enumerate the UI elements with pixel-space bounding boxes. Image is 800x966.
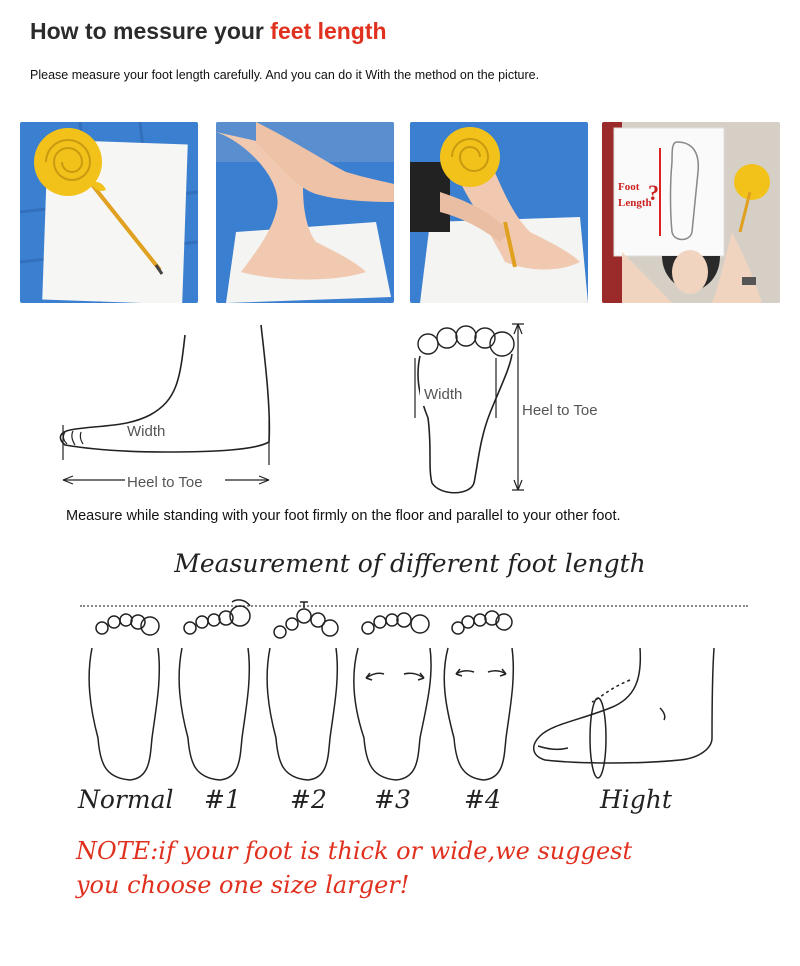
foot-type-1 xyxy=(179,600,250,780)
photo-step-measure-outline xyxy=(602,122,780,303)
title-accent: feet length xyxy=(270,18,387,44)
label-type-1: #1 xyxy=(204,785,241,814)
size-note xyxy=(76,834,716,902)
side-heel-to-toe-label: Heel to Toe xyxy=(127,474,203,491)
foot-type-3 xyxy=(354,613,431,780)
title-prefix: How to messure your xyxy=(30,18,271,44)
size-note-line-2: you choose one size larger! xyxy=(76,871,410,899)
question-mark-icon: ? xyxy=(648,180,659,205)
sole-heel-to-toe-label: Heel to Toe xyxy=(522,402,598,419)
foot-types-illustration xyxy=(0,598,800,798)
sole-width-label: Width xyxy=(424,386,463,403)
page-title xyxy=(30,18,387,45)
photo-step-tracing-foot xyxy=(410,122,588,303)
label-type-4: #4 xyxy=(464,785,501,814)
label-type-2: #2 xyxy=(290,785,327,814)
foot-normal xyxy=(89,614,159,780)
label-normal: Normal xyxy=(78,785,174,814)
foot-types-title: Measurement of different foot length xyxy=(174,549,646,578)
foot-type-4 xyxy=(444,611,513,780)
label-type-3: #3 xyxy=(374,785,411,814)
size-note-line-1: NOTE:if your foot is thick or wide,we suggest xyxy=(76,837,633,865)
side-width-label: Width xyxy=(127,423,166,440)
measure-instruction: Measure while standing with your foot firmly on the floor and parallel to your other foot. xyxy=(66,508,621,524)
sole-foot-diagram xyxy=(400,318,640,500)
photo-step-foot-on-paper xyxy=(216,122,394,303)
foot-type-2 xyxy=(267,602,338,780)
foot-length-label-1: Foot xyxy=(618,181,640,193)
photo-step-paper-and-pen xyxy=(20,122,198,303)
side-foot-diagram xyxy=(55,320,285,500)
foot-high-instep xyxy=(534,648,714,778)
label-high-instep: Hight xyxy=(600,785,672,814)
foot-length-label-2: Length xyxy=(618,197,652,209)
intro-text: Please measure your foot length carefully. And you can do it With the method on the picture. xyxy=(30,68,540,82)
